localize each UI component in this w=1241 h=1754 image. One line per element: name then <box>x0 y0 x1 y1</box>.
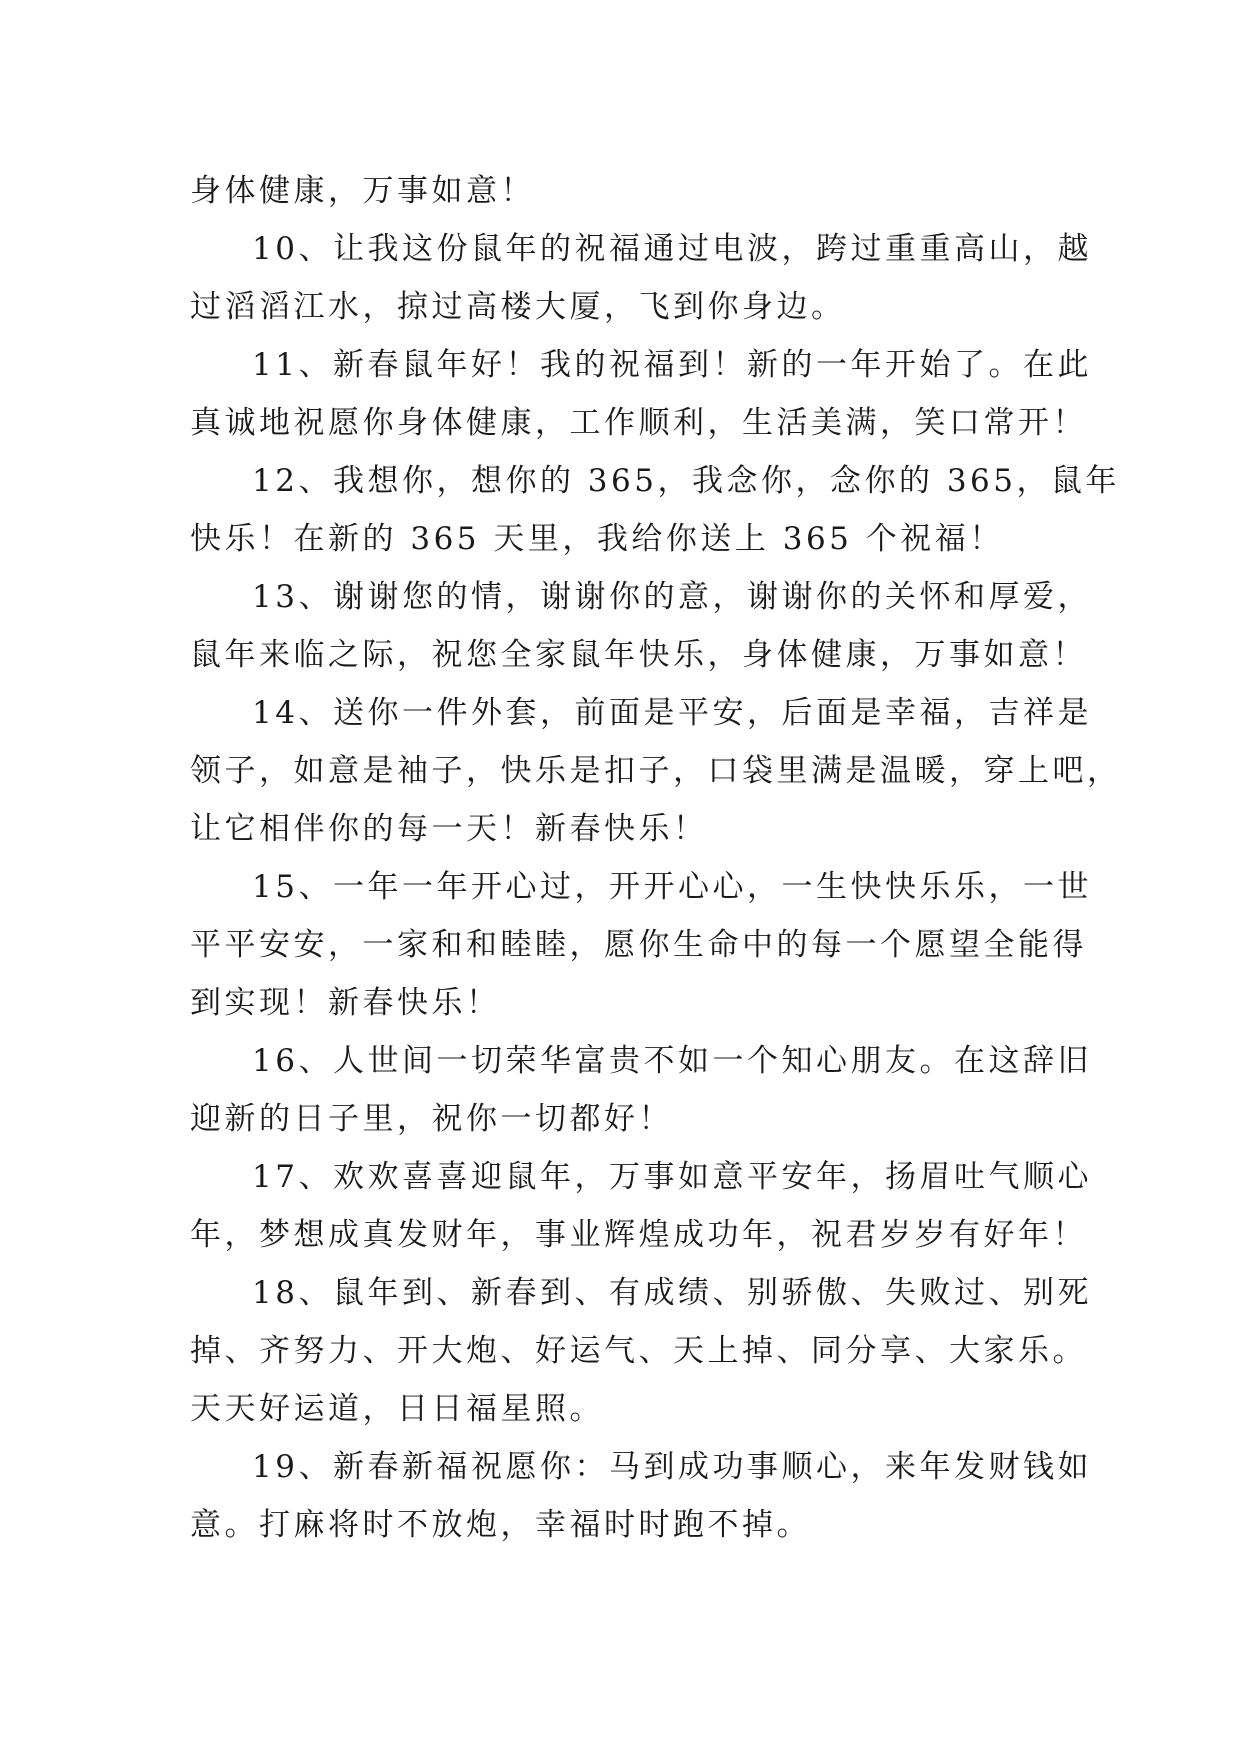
text-line: 身体健康，万事如意！ <box>190 173 535 209</box>
text-line: 让它相伴你的每一天！新春快乐！ <box>190 811 708 847</box>
text-line: 迎新的日子里，祝你一切都好！ <box>190 1101 673 1137</box>
text-line: 16、人世间一切荣华富贵不如一个知心朋友。在这辞旧 <box>252 1043 1092 1079</box>
text-line: 过滔滔江水，掠过高楼大厦，飞到你身边。 <box>190 289 846 325</box>
text-line: 18、鼠年到、新春到、有成绩、别骄傲、失败过、别死 <box>252 1275 1092 1311</box>
text-line: 年，梦想成真发财年，事业辉煌成功年，祝君岁岁有好年！ <box>190 1217 1087 1253</box>
text-line: 鼠年来临之际，祝您全家鼠年快乐，身体健康，万事如意！ <box>190 637 1087 673</box>
text-line: 17、欢欢喜喜迎鼠年，万事如意平安年，扬眉吐气顺心 <box>252 1159 1092 1195</box>
document-page <box>190 162 1122 1554</box>
text-line: 天天好运道，日日福星照。 <box>190 1391 604 1427</box>
text-line: 12、我想你，想你的 365，我念你，念你的 365，鼠年 <box>252 463 1120 499</box>
text-line: 10、让我这份鼠年的祝福通过电波，跨过重重高山，越 <box>252 231 1092 267</box>
text-line: 平平安安，一家和和睦睦，愿你生命中的每一个愿望全能得 <box>190 927 1087 963</box>
text-line: 快乐！在新的 365 天里，我给你送上 365 个祝福！ <box>190 521 1004 557</box>
text-line: 15、一年一年开心过，开开心心，一生快快乐乐，一世 <box>252 869 1092 905</box>
text-line: 掉、齐努力、开大炮、好运气、天上掉、同分享、大家乐。 <box>190 1333 1087 1369</box>
text-line: 19、新春新福祝愿你：马到成功事顺心，来年发财钱如 <box>252 1449 1092 1485</box>
text-line: 13、谢谢您的情，谢谢你的意，谢谢你的关怀和厚爱， <box>252 579 1092 615</box>
text-line: 14、送你一件外套，前面是平安，后面是幸福，吉祥是 <box>252 695 1092 731</box>
text-line: 到实现！新春快乐！ <box>190 985 501 1021</box>
text-line: 11、新春鼠年好！我的祝福到！新的一年开始了。在此 <box>252 347 1092 383</box>
text-line: 领子，如意是袖子，快乐是扣子，口袋里满是温暖，穿上吧， <box>190 753 1122 789</box>
text-line: 真诚地祝愿你身体健康，工作顺利，生活美满，笑口常开！ <box>190 405 1087 441</box>
text-line: 意。打麻将时不放炮，幸福时时跑不掉。 <box>190 1507 811 1543</box>
